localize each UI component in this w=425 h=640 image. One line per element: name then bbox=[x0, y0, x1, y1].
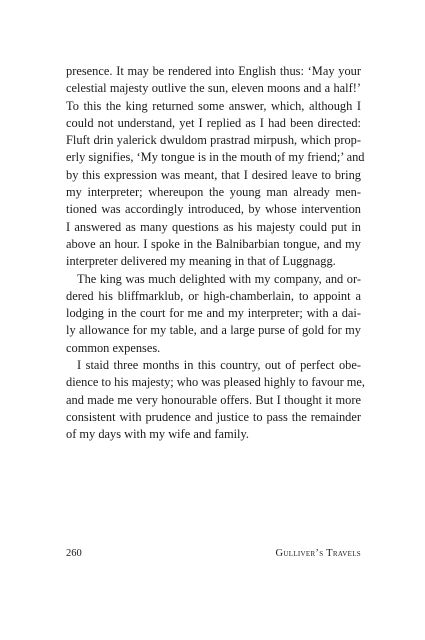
text-line: celestial majesty outlive the sun, eleven moons and a half!’ bbox=[66, 81, 361, 96]
text-line: of my days with my wife and family. bbox=[66, 427, 249, 442]
text-line: consistent with prudence and justice to pass the remainder bbox=[66, 409, 361, 424]
text-line: ly allowance for my table, and a large purse of gold for my bbox=[66, 323, 361, 338]
text-line: and made me very honourable offers. But I thought it more bbox=[66, 392, 361, 407]
text-line: by this expression was meant, that I desired leave to bring bbox=[66, 167, 361, 182]
text-line: could not understand, yet I replied as I had been directed: bbox=[66, 115, 361, 130]
text-line: To this the king returned some answer, which, although I bbox=[66, 98, 361, 113]
body-text bbox=[66, 63, 366, 444]
text-line: The king was much delighted with my company, and or- bbox=[77, 271, 361, 286]
text-line: erly signifies, ‘My tongue is in the mouth of my friend;’ and bbox=[66, 150, 365, 165]
text-line: above an hour. I spoke in the Balnibarbian tongue, and my bbox=[66, 236, 361, 251]
text-line: tioned was accordingly introduced, by whose intervention bbox=[66, 202, 361, 217]
text-line: I staid three months in this country, out of perfect obe- bbox=[77, 358, 361, 373]
text-line: my interpreter; whereupon the young man already men- bbox=[66, 185, 361, 200]
text-line: dered his bliffmarklub, or high-chamberlain, to appoint a bbox=[66, 288, 361, 303]
text-line: lodging in the court for me and my interpreter; with a dai- bbox=[66, 306, 361, 321]
text-line: common expenses. bbox=[66, 340, 161, 355]
text-line: dience to his majesty; who was pleased highly to favour me, bbox=[66, 375, 366, 390]
running-head: Gulliver’s Travels bbox=[275, 548, 361, 559]
text-line: I answered as many questions as his majesty could put in bbox=[66, 219, 361, 234]
page-number: 260 bbox=[66, 548, 82, 559]
page-footer bbox=[66, 548, 361, 559]
text-line: interpreter delivered my meaning in that of Luggnagg. bbox=[66, 254, 336, 269]
text-line: Fluft drin yalerick dwuldom prastrad mirpush, which prop- bbox=[66, 133, 361, 148]
text-line: presence. It may be rendered into English thus: ‘May your bbox=[66, 64, 361, 78]
